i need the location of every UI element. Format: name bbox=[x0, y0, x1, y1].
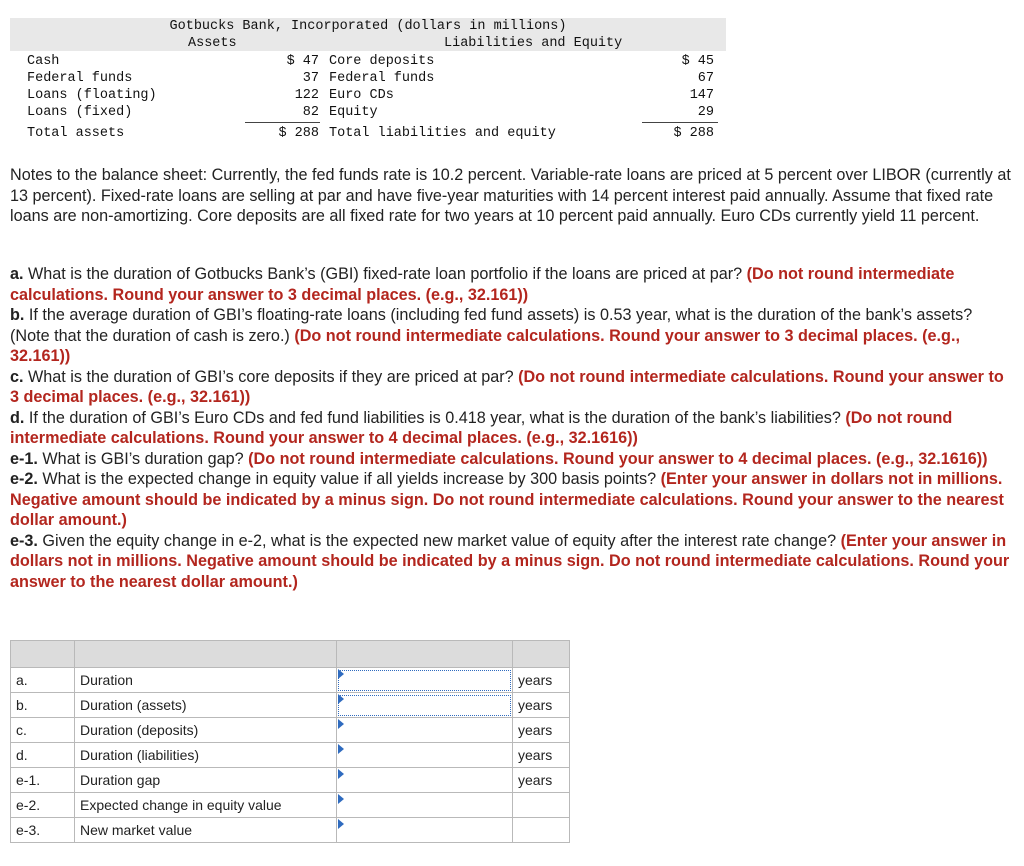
question-label: e-1. bbox=[10, 449, 38, 468]
liability-value: 147 bbox=[689, 88, 714, 103]
question-list bbox=[10, 264, 1016, 592]
liability-value: 29 bbox=[697, 105, 714, 120]
answer-cell bbox=[337, 718, 513, 743]
question-e1 bbox=[10, 449, 1016, 470]
row-unit bbox=[513, 818, 570, 843]
answer-table-header bbox=[11, 641, 570, 668]
row-description: Expected change in equity value bbox=[75, 793, 337, 818]
balance-row bbox=[10, 105, 726, 122]
header-cell bbox=[11, 641, 75, 668]
question-text: Given the equity change in e-2, what is the expected new market value of equity after the interest rate change? bbox=[42, 531, 837, 550]
row-label: a. bbox=[11, 668, 75, 693]
row-label: e-3. bbox=[11, 818, 75, 843]
question-label: e-3. bbox=[10, 531, 38, 550]
row-description: Duration (deposits) bbox=[75, 718, 337, 743]
answer-table bbox=[10, 640, 570, 843]
question-label: c. bbox=[10, 367, 24, 386]
header-cell bbox=[513, 641, 570, 668]
question-text: What is the expected change in equity value if all yields increase by 300 basis points? bbox=[42, 470, 657, 488]
question-label: a. bbox=[10, 265, 24, 283]
liability-label: Core deposits bbox=[329, 54, 435, 69]
row-label: c. bbox=[11, 718, 75, 743]
question-b bbox=[10, 305, 1016, 367]
liability-value: 67 bbox=[697, 71, 714, 86]
liability-label: Equity bbox=[329, 105, 378, 120]
question-instruction: (Do not round intermediate calculations. Round your answer to 3 decimal places. (e.g., 32.161)) bbox=[10, 367, 1004, 406]
asset-value: 37 bbox=[302, 71, 319, 86]
answer-input-new-market-value[interactable] bbox=[337, 819, 512, 842]
answer-input-duration[interactable] bbox=[337, 669, 512, 692]
row-description: Duration bbox=[75, 668, 337, 693]
answer-row-b bbox=[11, 693, 570, 718]
asset-value: $ 47 bbox=[286, 54, 319, 69]
liability-value: $ 45 bbox=[681, 54, 714, 69]
asset-value: 122 bbox=[294, 88, 319, 103]
answer-cell bbox=[337, 793, 513, 818]
question-text: What is GBI’s duration gap? bbox=[42, 449, 244, 468]
question-c bbox=[10, 367, 1016, 408]
row-unit: years bbox=[513, 743, 570, 768]
asset-label: Loans (fixed) bbox=[27, 105, 133, 120]
header-cell bbox=[337, 641, 513, 668]
question-d bbox=[10, 408, 1016, 449]
question-instruction: (Do not round intermediate calculations. Round your answer to 3 decimal places. (e.g., 32.161)) bbox=[10, 326, 960, 365]
answer-input-duration-liabilities[interactable] bbox=[337, 744, 512, 767]
input-marker-icon bbox=[338, 669, 344, 679]
row-description: New market value bbox=[75, 818, 337, 843]
input-marker-icon bbox=[338, 819, 344, 829]
row-label: e-1. bbox=[11, 768, 75, 793]
liabilities-header: Liabilities and Equity bbox=[444, 36, 623, 51]
answer-cell bbox=[337, 818, 513, 843]
question-e2 bbox=[10, 469, 1016, 531]
answer-input-duration-assets[interactable] bbox=[337, 694, 512, 717]
input-marker-icon bbox=[338, 694, 344, 704]
balance-row bbox=[10, 71, 726, 88]
input-marker-icon bbox=[338, 794, 344, 804]
answer-input-duration-deposits[interactable] bbox=[337, 719, 512, 742]
liability-label: Federal funds bbox=[329, 71, 435, 86]
answer-row-e1 bbox=[11, 768, 570, 793]
question-label: b. bbox=[10, 306, 25, 324]
row-unit: years bbox=[513, 668, 570, 693]
answer-row-c bbox=[11, 718, 570, 743]
row-label: b. bbox=[11, 693, 75, 718]
balance-row bbox=[10, 54, 726, 71]
answer-row-e3 bbox=[11, 818, 570, 843]
asset-label: Loans (floating) bbox=[27, 88, 157, 103]
row-description: Duration (assets) bbox=[75, 693, 337, 718]
answer-cell bbox=[337, 743, 513, 768]
question-label: e-2. bbox=[10, 470, 38, 488]
question-text: What is the duration of GBI’s core deposits if they are priced at par? bbox=[28, 367, 514, 386]
answer-cell bbox=[337, 768, 513, 793]
balance-total-row bbox=[10, 126, 726, 143]
answer-row-e2 bbox=[11, 793, 570, 818]
question-a bbox=[10, 264, 1016, 305]
total-liabilities-value: $ 288 bbox=[673, 126, 714, 141]
question-instruction: (Do not round intermediate calculations. Round your answer to 3 decimal places. (e.g., 32.161)) bbox=[10, 265, 955, 304]
liabilities-total-rule bbox=[642, 122, 718, 123]
question-instruction: (Enter your answer in dollars not in millions. Negative amount should be indicated by a minus sign. Do not round intermediate calculations. Round your answer to the nearest dollar amount.) bbox=[10, 531, 1010, 591]
input-marker-icon bbox=[338, 744, 344, 754]
row-unit bbox=[513, 793, 570, 818]
question-text: If the average duration of GBI’s floating-rate loans (including fed fund assets) is 0.53 year, what is the duration of the bank’s assets? (Note that the duration of cash is zero.) bbox=[10, 306, 973, 345]
answer-row-a bbox=[11, 668, 570, 693]
answer-cell bbox=[337, 693, 513, 718]
row-description: Duration (liabilities) bbox=[75, 743, 337, 768]
asset-value: 82 bbox=[302, 105, 319, 120]
answer-cell bbox=[337, 668, 513, 693]
row-unit: years bbox=[513, 768, 570, 793]
header-cell bbox=[75, 641, 337, 668]
question-e3 bbox=[10, 531, 1016, 593]
total-liabilities-label: Total liabilities and equity bbox=[329, 126, 556, 141]
question-text: If the duration of GBI’s Euro CDs and fed fund liabilities is 0.418 year, what is the duration of the bank’s liabilities? bbox=[28, 408, 841, 427]
input-marker-icon bbox=[338, 719, 344, 729]
liability-label: Euro CDs bbox=[329, 88, 394, 103]
answer-input-duration-gap[interactable] bbox=[337, 769, 512, 792]
input-marker-icon bbox=[338, 769, 344, 779]
question-label: d. bbox=[10, 408, 25, 427]
row-label: d. bbox=[11, 743, 75, 768]
assets-header: Assets bbox=[188, 36, 237, 51]
asset-label: Federal funds bbox=[27, 71, 133, 86]
row-unit: years bbox=[513, 718, 570, 743]
row-label: e-2. bbox=[11, 793, 75, 818]
balance-sheet-title: Gotbucks Bank, Incorporated (dollars in millions) bbox=[169, 19, 567, 34]
answer-row-d bbox=[11, 743, 570, 768]
total-assets-value: $ 288 bbox=[278, 126, 319, 141]
assets-total-rule bbox=[245, 122, 320, 123]
row-description: Duration gap bbox=[75, 768, 337, 793]
balance-sheet-notes: Notes to the balance sheet: Currently, the fed funds rate is 10.2 percent. Variable-rate loans are priced at 5 percent over LIBOR (currently at 13 percent). Fixed-rate loans are selling at par and have five-year maturities with 14 percent interest paid annually. Assume that fixed rate loans are non-amortizing. Core deposits are all fixed rate for two years at 10 percent paid annually. Euro CDs currently yield 11 percent. bbox=[10, 166, 1011, 225]
question-text: What is the duration of Gotbucks Bank’s (GBI) fixed-rate loan portfolio if the loans are priced at par? bbox=[28, 265, 743, 283]
question-instruction: (Do not round intermediate calculations. Round your answer to 4 decimal places. (e.g., 32.1616)) bbox=[10, 408, 953, 447]
balance-sheet bbox=[10, 18, 726, 146]
question-instruction: (Do not round intermediate calculations. Round your answer to 4 decimal places. (e.g., 32.1616)) bbox=[248, 449, 988, 468]
total-assets-label: Total assets bbox=[27, 126, 125, 141]
answer-input-equity-change[interactable] bbox=[337, 794, 512, 817]
asset-label: Cash bbox=[27, 54, 60, 69]
row-unit: years bbox=[513, 693, 570, 718]
balance-row bbox=[10, 88, 726, 105]
question-instruction: (Enter your answer in dollars not in millions. Negative amount should be indicated by a minus sign. Do not round intermediate calculations. Round your answer to the nearest dollar amount.) bbox=[10, 470, 1004, 529]
